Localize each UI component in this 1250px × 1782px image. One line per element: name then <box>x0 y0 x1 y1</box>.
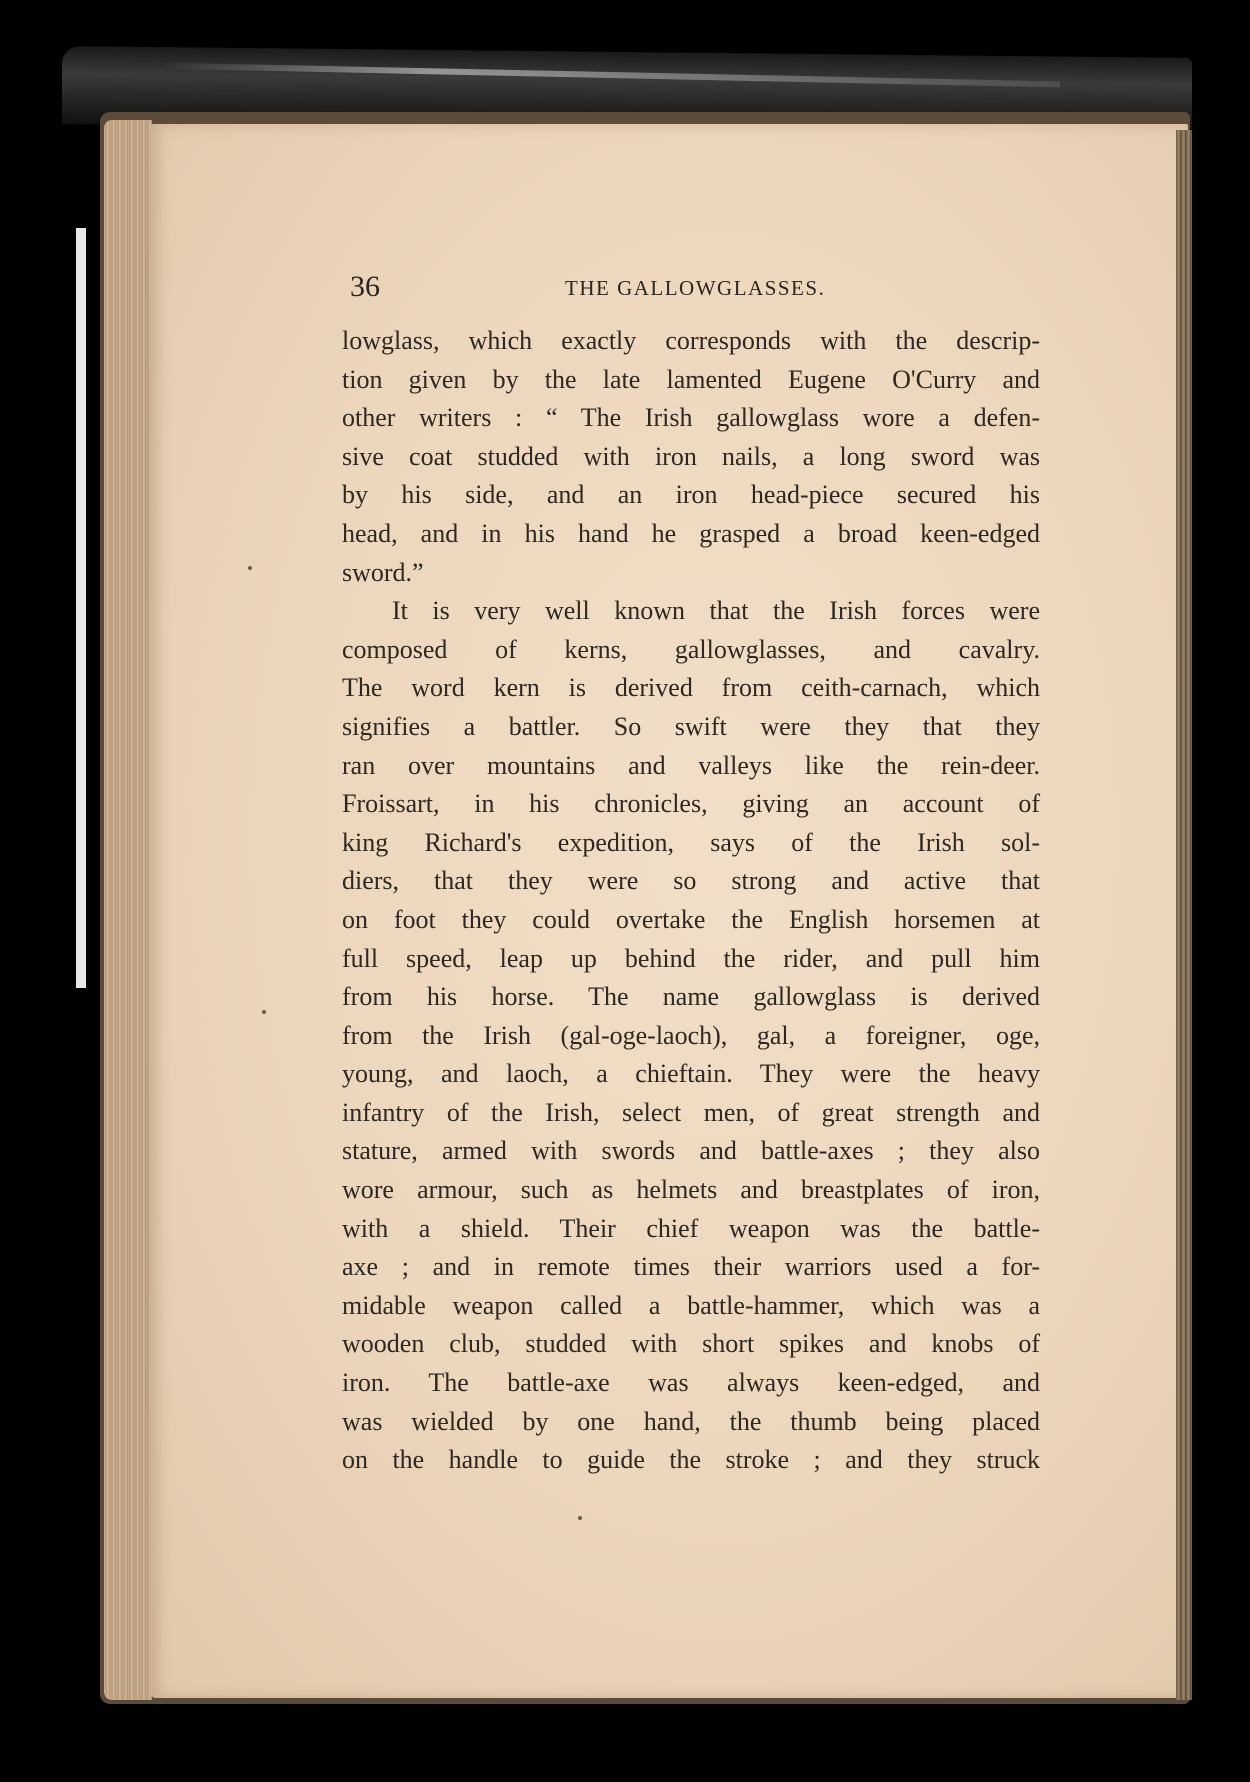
text-line: full speed, leap up behind the rider, and pull him <box>342 943 1040 973</box>
text-line: iron. The battle-axe was always keen-edged, and <box>342 1368 1040 1398</box>
text-line: king Richard's expedition, says of the Irish sol- <box>342 827 1040 857</box>
text-line: diers, that they were so strong and active that <box>342 866 1040 896</box>
page-number: 36 <box>350 270 380 303</box>
text-line: wooden club, studded with short spikes and knobs of <box>342 1329 1040 1359</box>
text-line: from his horse. The name gallowglass is derived <box>342 982 1040 1012</box>
text-line: midable weapon called a battle-hammer, which was a <box>342 1290 1040 1320</box>
text-line: head, and in his hand he grasped a broad keen-edged <box>342 518 1040 548</box>
text-line: on the handle to guide the stroke ; and they struck <box>342 1445 1040 1475</box>
text-line: wore armour, such as helmets and breastplates of iron, <box>342 1175 1040 1205</box>
text-line: composed of kerns, gallowglasses, and cavalry. <box>342 634 1040 664</box>
page-speck <box>578 1516 582 1520</box>
text-line: sword.” <box>342 557 424 587</box>
text-line: The word kern is derived from ceith-carnach, which <box>342 673 1040 703</box>
paragraph-2 <box>342 592 1040 1480</box>
page-header <box>350 270 1050 310</box>
text-line: was wielded by one hand, the thumb being placed <box>342 1406 1040 1436</box>
text-line: with a shield. Their chief weapon was the battle- <box>342 1213 1040 1243</box>
text-line: ran over mountains and valleys like the rein-deer. <box>342 750 1040 780</box>
page-speck <box>262 1010 266 1014</box>
text-line: It is very well known that the Irish forces were <box>392 596 1040 626</box>
text-line: stature, armed with swords and battle-axes ; they also <box>342 1136 1040 1166</box>
text-line: signifies a battler. So swift were they that they <box>342 711 1040 741</box>
text-line: from the Irish (gal-oge-laoch), gal, a foreigner, oge, <box>342 1020 1040 1050</box>
text-line: sive coat studded with iron nails, a long sword was <box>342 441 1040 471</box>
text-line: lowglass, which exactly corresponds with the descrip- <box>342 326 1040 355</box>
body-text <box>342 322 1040 1480</box>
text-line: by his side, and an iron head-piece secured his <box>342 480 1040 510</box>
page-tab <box>76 228 86 988</box>
text-line: young, and laoch, a chieftain. They were the heavy <box>342 1059 1040 1089</box>
paragraph-1 <box>342 322 1040 592</box>
text-line: other writers : “ The Irish gallowglass wore a defen- <box>342 403 1040 433</box>
page-edges <box>104 120 152 1700</box>
text-line: Froissart, in his chronicles, giving an account of <box>342 789 1040 819</box>
page-right-edge <box>1176 130 1192 1700</box>
page-speck <box>248 566 252 570</box>
running-head: THE GALLOWGLASSES. <box>565 276 826 300</box>
text-line: axe ; and in remote times their warriors used a for- <box>342 1252 1040 1282</box>
text-line: tion given by the late lamented Eugene O'Curry and <box>342 364 1040 394</box>
text-line: infantry of the Irish, select men, of great strength and <box>342 1097 1040 1127</box>
text-line: on foot they could overtake the English horsemen at <box>342 904 1040 934</box>
